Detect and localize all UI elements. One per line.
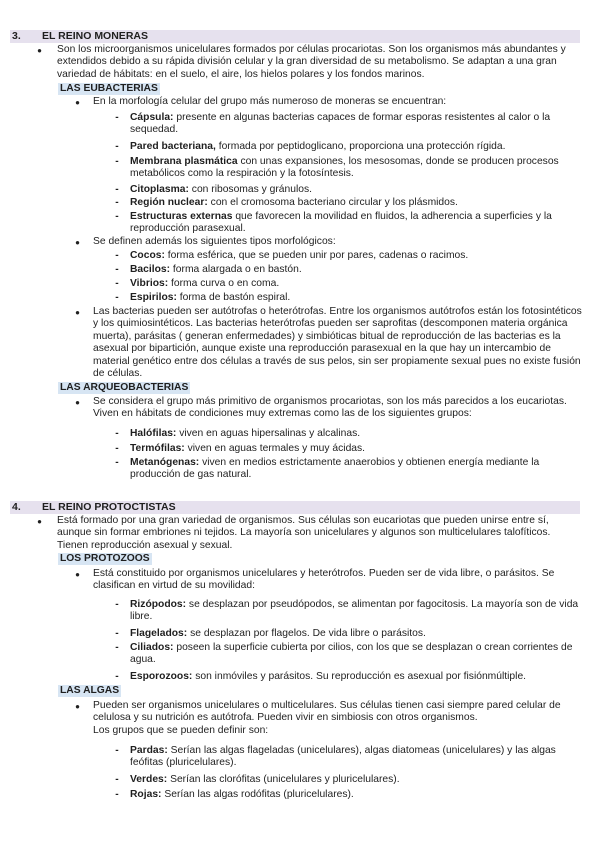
list-item: Cápsula: presente en algunas bacterias capaces de formar esporas resistentes al calor o la sequedad. (130, 112, 551, 136)
subheading-eubacterias: LAS EUBACTERIAS (60, 83, 158, 94)
dash: - (115, 789, 119, 800)
paragraph: Está constituido por organismos unicelulares y heterótrofos. Pueden ser de vida libre, o parásitos. Se clasifican en virtud de su movilidad: (93, 568, 555, 592)
dash: - (115, 642, 119, 653)
subheading-arqueobacterias: LAS ARQUEOBACTERIAS (60, 382, 189, 393)
paragraph: Las bacterias pueden ser autótrofas o heterótrofas. Entre los organismos autótrofos están los fotosintéticos y los quimiosintéticos. Las bacterias heterótrofas pueden ser saprofitas (descomponen materia orgánica muerta), parásitas ( generan enfermedades) y simbióticas bitual de reproducción de las bacterias es la asexual por bipartición, aunque existe una reproducción parasexual en la que hay un intercambio de material genético entre dos células a través de sus pelos, sin ser propiamente sexual pues no existe fusión de células. (93, 306, 582, 380)
dash: - (115, 599, 119, 610)
dash: - (115, 671, 119, 682)
list-item: Verdes: Serían las clorófitas (unicelulares y pluricelulares). (130, 774, 400, 785)
dash: - (115, 628, 119, 639)
bullet: ● (75, 238, 80, 247)
section-intro: Está formado por una gran variedad de organismos. Sus células son eucariotas que pueden unirse entre sí, aunque sin formar embriones ni tejidos. La mayoría son unicelulares y algunos son multicelulares talofíticos. Tienen reproducción asexual y sexual. (57, 515, 551, 551)
list-item: Rojas: Serían las algas rodófitas (pluricelulares). (130, 789, 354, 800)
list-item: Cocos: forma esférica, que se pueden unir por pares, cadenas o racimos. (130, 250, 469, 261)
section-heading (10, 501, 580, 514)
list-item: Esporozoos: son inmóviles y parásitos. Su reproducción es asexual por fisiónmúltiple. (130, 671, 527, 682)
dash: - (115, 156, 119, 167)
subheading-protozoos: LOS PROTOZOOS (60, 553, 150, 564)
dash: - (115, 112, 119, 123)
section-heading (10, 30, 580, 43)
paragraph: En la morfología celular del grupo más numeroso de moneras se encuentran: (93, 96, 447, 107)
list-item: Estructuras externas que favorecen la movilidad en fluidos, la adherencia a superficies y la reproducción parasexual. (130, 211, 552, 235)
dash: - (115, 774, 119, 785)
section-intro: Son los microorganismos unicelulares formados por células procariotas. Son los organismos más abundantes y extendidos debido a su rápida división celular y la gran diversidad de su metabolismo. Se adaptan a una gran variedad de hábitats: en el suelo, el aire, los hielos polares y los fondos marinos. (57, 44, 566, 80)
subheading-algas: LAS ALGAS (60, 685, 120, 696)
list-item: Ciliados: poseen la superficie cubierta por cilios, con los que se desplazan o crean corrientes de agua. (130, 642, 573, 666)
list-item: Bacilos: forma alargada o en bastón. (130, 264, 302, 275)
list-item: Pardas: Serían las algas flageladas (unicelulares), algas diatomeas (unicelulares) y las algas feófitas (pluricelulares). (130, 745, 556, 769)
list-item: Termófilas: viven en aguas termales y muy ácidas. (130, 443, 366, 454)
list-item: Citoplasma: con ribosomas y gránulos. (130, 184, 312, 195)
bullet: ● (75, 98, 80, 107)
dash: - (115, 184, 119, 195)
list-item: Halófilas: viven en aguas hipersalinas y alcalinas. (130, 428, 361, 439)
section-title: EL REINO MONERAS (42, 30, 148, 42)
bullet: ● (75, 398, 80, 407)
paragraph: Se definen además los siguientes tipos morfológicos: (93, 236, 336, 247)
list-item: Flagelados: se desplazan por flagelos. De vida libre o parásitos. (130, 628, 426, 639)
paragraph: Se considera el grupo más primitivo de organismos procariotas, son los más parecidos a los eucariotas. Viven en hábitats de condiciones muy extremas como las de los siguientes grupos: (93, 396, 567, 420)
bullet: ● (75, 702, 80, 711)
list-item: Región nuclear: con el cromosoma bacteriano circular y los plásmidos. (130, 197, 458, 208)
section-title: EL REINO PROTOCTISTAS (42, 501, 176, 513)
list-item: Membrana plasmática con unas expansiones, los mesosomas, donde se producen procesos metabólicos como la respiración y la fotosíntesis. (130, 156, 559, 180)
list-item: Rizópodos: se desplazan por pseudópodos, se alimentan por fagocitosis. La mayoría son de vida libre. (130, 599, 579, 623)
paragraph: Pueden ser organismos unicelulares o multicelulares. Sus células tienen casi siempre pared celular de celulosa y su nutrición es autótrofa. Pueden vivir en simbiosis con otros organismos. Los grupos que se pueden definir son: (93, 700, 561, 736)
bullet: ● (75, 570, 80, 579)
list-item: Vibrios: forma curva o en coma. (130, 278, 280, 289)
bullet: ● (37, 46, 42, 55)
bullet: ● (75, 308, 80, 317)
dash: - (115, 428, 119, 439)
section-number: 4. (12, 501, 21, 513)
dash: - (115, 264, 119, 275)
section-number: 3. (12, 30, 21, 42)
dash: - (115, 197, 119, 208)
list-item: Metanógenas: viven en medios estrictamente anaerobios y obtienen energía mediante la producción de gas natural. (130, 457, 540, 481)
dash: - (115, 292, 119, 303)
list-item: Pared bacteriana, formada por peptidoglicano, proporciona una protección rígida. (130, 141, 506, 152)
bullet: ● (37, 517, 42, 526)
dash: - (115, 250, 119, 261)
dash: - (115, 278, 119, 289)
dash: - (115, 443, 119, 454)
dash: - (115, 211, 119, 222)
list-item: Espirilos: forma de bastón espiral. (130, 292, 291, 303)
dash: - (115, 457, 119, 468)
dash: - (115, 745, 119, 756)
dash: - (115, 141, 119, 152)
